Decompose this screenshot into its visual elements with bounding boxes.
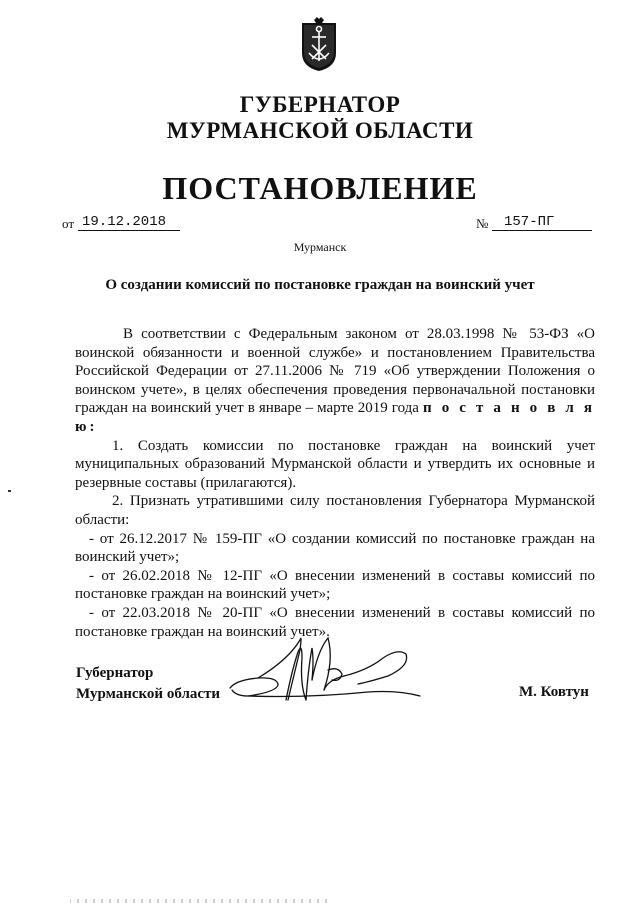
- city: Мурманск: [293, 240, 347, 254]
- document-number: 157-ПГ: [492, 214, 592, 231]
- title-region: МУРМАНСКОЙ ОБЛАСТИ: [166, 118, 474, 143]
- signer-position: [76, 663, 220, 705]
- signer-position-line1: Губернатор: [76, 665, 154, 681]
- scan-edge-marks: [70, 897, 330, 903]
- signature-icon: [228, 630, 423, 710]
- item-2: 2. Признать утратившими силу постановления Губернатора Мурманской области:: [75, 493, 595, 528]
- title-governor: ГУБЕРНАТОР: [239, 92, 401, 117]
- date-label: от: [62, 216, 75, 231]
- scan-speck: [8, 490, 11, 492]
- subitem-1: - от 26.12.2017 № 159-ПГ «О создании комиссий по постановке граждан на воинский учет»;: [75, 530, 595, 566]
- number-label: №: [476, 216, 489, 231]
- signer-position-line2: Мурманской области: [76, 686, 221, 702]
- signer-name: М. Ковтун: [519, 684, 589, 700]
- decree-word: п о с т а н о в л я ю:: [75, 400, 595, 435]
- document-subject: О создании комиссий по постановке граждан на воинский учет: [105, 277, 535, 293]
- document-body: [75, 325, 595, 641]
- intro-paragraph: [75, 325, 595, 437]
- coat-of-arms-icon: [300, 17, 338, 72]
- document-date: 19.12.2018: [78, 214, 180, 231]
- intro-text: В соответствии с Федеральным законом от 28.03.1998 № 53-ФЗ «О воинской обязанности и военной службе» и постановлением Правительства Российской Федерации от 27.11.2006 № 719 «Об утверждении Положения о воинском учете», в целях обеспечения проведения первоначальной постановки граждан на воинский учет в январе – марте 2019 года: [75, 326, 595, 417]
- subitem-2: - от 26.02.2018 № 12-ПГ «О внесении изменений в составы комиссий по постановке граждан на воинский учет»;: [75, 567, 595, 603]
- subitem-3: - от 22.03.2018 № 20-ПГ «О внесении изменений в составы комиссий по постановке граждан на воинский учет».: [75, 604, 595, 640]
- item-1: 1. Создать комиссии по постановке граждан на воинский учет муниципальных образований Мурманской области и утвердить их основные и резервные составы (прилагаются).: [75, 437, 595, 491]
- document-type: ПОСТАНОВЛЕНИЕ: [162, 170, 478, 206]
